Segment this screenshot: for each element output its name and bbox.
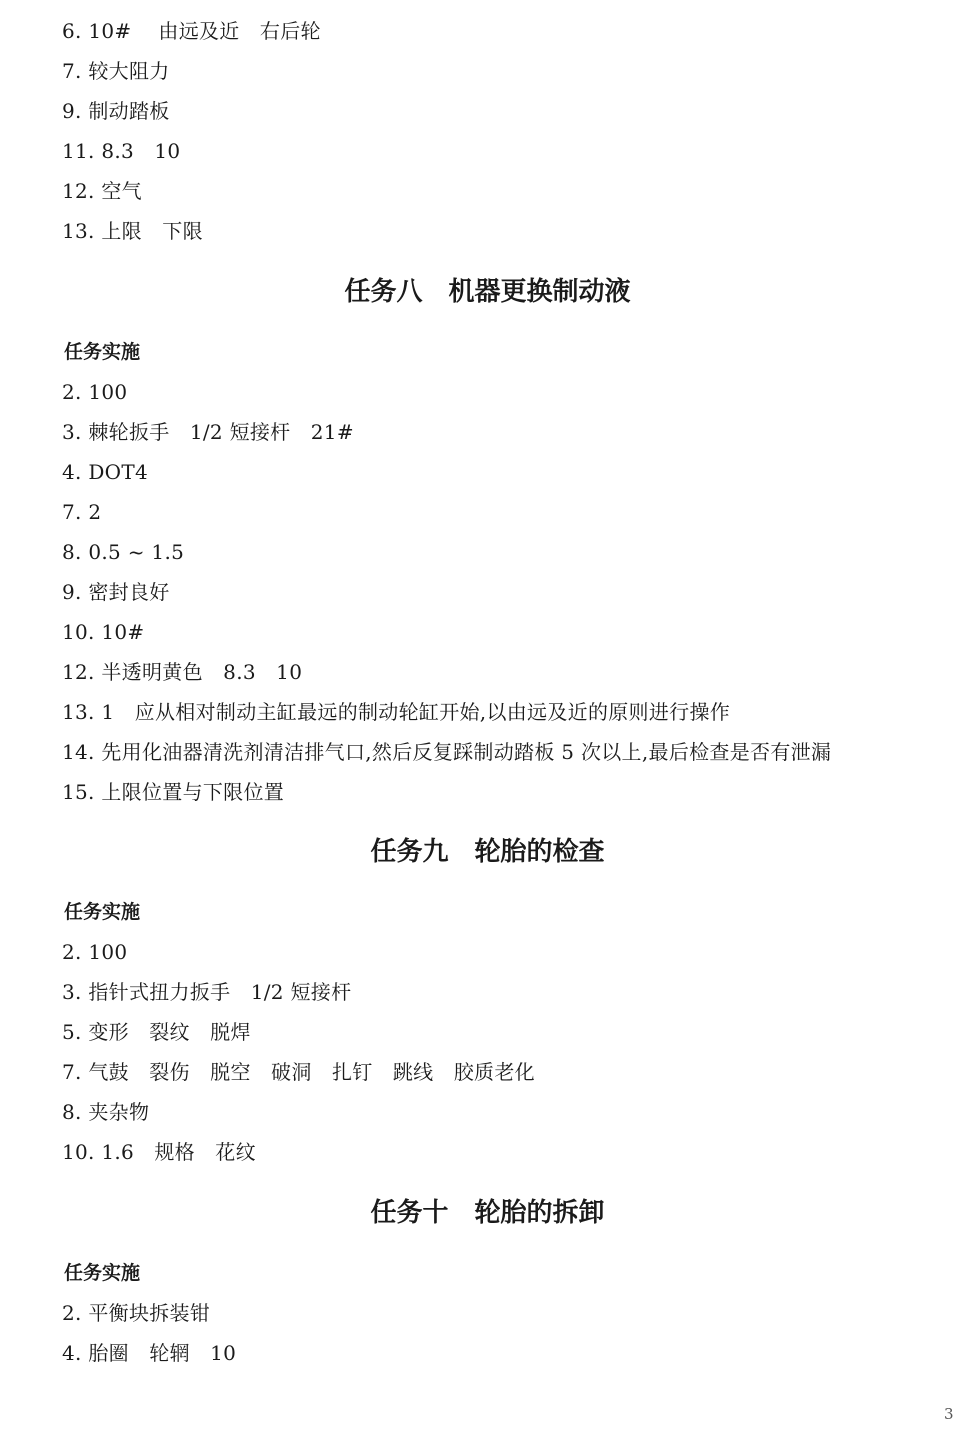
answer-line: 10. 1.6 规格 花纹 — [62, 1140, 256, 1164]
section-subheading: 任务实施 — [64, 1262, 141, 1284]
answer-line: 10. 10# — [62, 620, 145, 644]
page-number: 3 — [944, 1405, 954, 1423]
answer-line: 15. 上限位置与下限位置 — [62, 780, 285, 804]
section-subheading: 任务实施 — [64, 901, 141, 923]
section-heading-task8: 任务八 机器更换制动液 — [344, 277, 631, 307]
answer-line: 14. 先用化油器清洗剂清洁排气口,然后反复踩制动踏板 5 次以上,最后检查是否有泄漏 — [62, 740, 832, 764]
section-subheading: 任务实施 — [64, 341, 141, 363]
answer-line: 9. 密封良好 — [62, 580, 170, 604]
answer-line: 2. 平衡块拆装钳 — [62, 1301, 211, 1325]
answer-line: 5. 变形 裂纹 脱焊 — [62, 1020, 251, 1044]
answer-line: 7. 气鼓 裂伤 脱空 破洞 扎钉 跳线 胶质老化 — [62, 1060, 535, 1084]
answer-line: 8. 夹杂物 — [62, 1100, 150, 1124]
section-heading-task10: 任务十 轮胎的拆卸 — [370, 1198, 605, 1228]
answer-line: 2. 100 — [62, 940, 128, 964]
answer-line: 8. 0.5 ~ 1.5 — [62, 540, 185, 564]
answer-line: 12. 空气 — [62, 179, 142, 203]
answer-line: 7. 较大阻力 — [62, 59, 170, 83]
answer-line: 11. 8.3 10 — [62, 139, 181, 163]
answer-line: 4. DOT4 — [62, 460, 149, 484]
section-heading-task9: 任务九 轮胎的检查 — [370, 837, 605, 867]
answer-line: 12. 半透明黄色 8.3 10 — [62, 660, 303, 684]
answer-line: 7. 2 — [62, 500, 102, 524]
answer-line: 13. 1 应从相对制动主缸最远的制动轮缸开始,以由远及近的原则进行操作 — [62, 700, 731, 724]
answer-line: 3. 棘轮扳手 1/2 短接杆 21# — [62, 420, 354, 444]
answer-line: 2. 100 — [62, 380, 128, 404]
answer-line: 4. 胎圈 轮辋 10 — [62, 1341, 237, 1365]
answer-line: 13. 上限 下限 — [62, 219, 203, 243]
answer-line: 3. 指针式扭力扳手 1/2 短接杆 — [62, 980, 352, 1004]
answer-line: 6. 10# 由远及近 右后轮 — [62, 19, 321, 43]
answer-line: 9. 制动踏板 — [62, 99, 170, 123]
